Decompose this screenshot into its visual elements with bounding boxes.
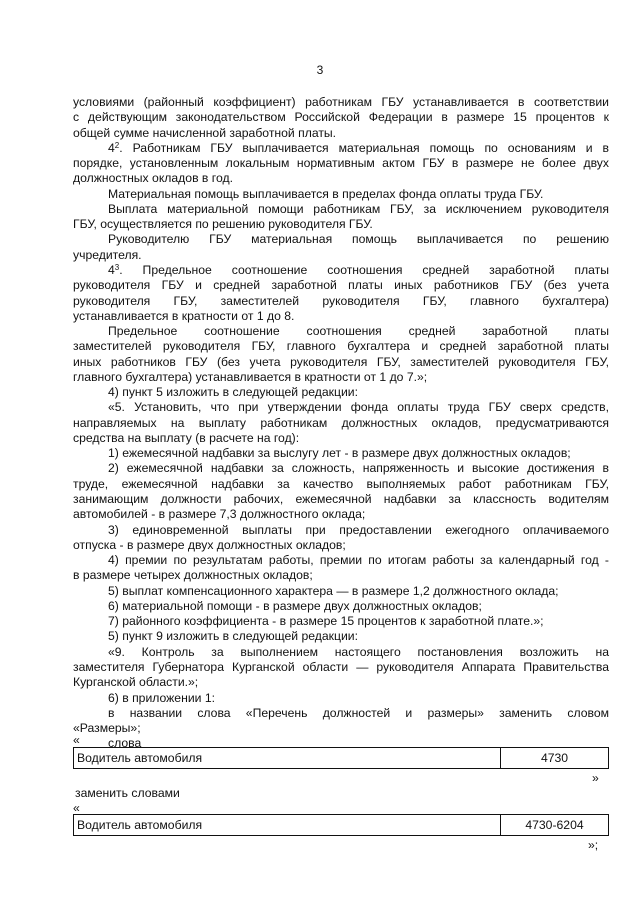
text-line: общей сумме начисленной заработной платы. [73,125,337,140]
text-line: заместителя Губернатора Курганской области — руководителя Аппарата Правительства [73,659,609,674]
salary-value-cell: 4730-6204 [501,815,609,836]
text-line: «5. Установить, что при утверждении фонда оплаты труда ГБУ сверх средств, [108,400,609,415]
text-line: «Размеры»; [73,721,141,736]
text-line: Выплата материальной помощи работникам ГБУ, за исключением руководителя [108,201,609,216]
replace-words-text: заменить словами [75,786,180,800]
text-line: с действующим законодательством Российской Федерации в размере 15 процентов к [73,110,609,125]
text-line: слова [108,736,142,751]
text-line: порядке, установленным локальным нормативным актом ГБУ в размере не более двух [73,156,609,171]
text-line: 5) выплат компенсационного характера — в размере 1,2 должностного оклада; [108,583,559,598]
text-line: учредителя. [73,247,142,262]
text-line: 4) премии по результатам работы, премии по итогам работы за календарный год - [108,553,609,568]
text-line: руководителя ГБУ и средней заработной платы иных работников ГБУ (без учета [73,278,609,293]
text-line: автомобилей - в размере 7,3 должностного оклада; [73,507,366,522]
text-line: 6) материальной помощи - в размере двух должностных окладов; [108,598,482,613]
text-line: средства на выплату (в расчете на год): [73,430,300,445]
text-line: условиями (районный коэффициент) работникам ГБУ устанавливается в соответствии [73,95,609,109]
old-values-table [73,747,609,769]
clause-superscript: 3 [114,262,120,272]
text-line: заместителей руководителя ГБУ, главного бухгалтера и средней заработной платы [73,339,609,354]
text-line: труде, ежемесячной надбавки за качество выполняемых работ работникам ГБУ, [73,476,609,491]
table-row [74,815,609,836]
text-line: отпуска - в размере двух должностных окладов; [73,537,346,552]
open-quote-1: « [73,733,80,747]
text-line: в размере четырех должностных окладов; [73,568,313,583]
text-line: занимающим должности рабочих, ежемесячной надбавки за классность водителям [73,492,609,507]
text-line: в названии слова «Перечень должностей и размеры» заменить словом [108,705,609,720]
text-line: Предельное соотношение соотношения средней заработной платы [108,324,609,339]
text-line: 4) пункт 5 изложить в следующей редакции: [108,385,358,400]
text-line: Курганской области.»; [73,675,199,690]
text-line [108,263,609,278]
text-line: главного бухгалтера) устанавливается в кратности от 1 до 7.»; [73,369,428,384]
text-line: 1) ежемесячной надбавки за выслугу лет - в размере двух должностных окладов; [108,446,571,461]
close-quote-2: »; [588,838,599,852]
text-line: Руководителю ГБУ материальная помощь выплачивается по решению [108,232,609,247]
salary-value-cell: 4730 [501,748,609,769]
new-values-table [73,814,609,836]
text-line: должностных окладов в год. [73,171,233,186]
clause-number: 4 [108,262,115,277]
text-line: Материальная помощь выплачивается в пределах фонда оплаты труда ГБУ. [108,186,544,201]
text-line: ГБУ, осуществляется по решению руководителя ГБУ. [73,217,373,232]
position-name-cell: Водитель автомобиля [74,748,501,769]
text-line: руководителя ГБУ, заместителей руководителя ГБУ, главного бухгалтера) [73,293,609,308]
close-quote-1: » [592,771,599,785]
page-number: 3 [316,63,324,77]
text-line: 6) в приложении 1: [108,690,215,705]
text-line: «9. Контроль за выполнением настоящего постановления возложить на [108,644,609,659]
clause-superscript: 2 [114,140,120,150]
text-line: иных работников ГБУ (без учета руководителя ГБУ, заместителей руководителя ГБУ, [73,354,609,369]
text-line: направляемых на выплату работникам должностных окладов, предусматриваются [73,415,609,430]
line-text: . Предельное соотношение соотношения средней заработной платы [119,262,609,277]
text-line: 2) ежемесячной надбавки за сложность, напряженность и высокие достижения в [108,461,609,476]
open-quote-2: « [73,801,80,815]
text-line: устанавливается в кратности от 1 до 8. [73,308,295,323]
line-text: . Работникам ГБУ выплачивается материальная помощь по основаниям и в [119,140,609,155]
text-line [108,141,609,156]
clause-number: 4 [108,140,115,155]
position-name-cell: Водитель автомобиля [74,815,501,836]
table-row [74,748,609,769]
text-line: 3) единовременной выплаты при предоставлении ежегодного оплачиваемого [108,522,609,537]
text-line: 7) районного коэффициента - в размере 15 процентов к заработной плате.»; [108,614,544,629]
text-line: 5) пункт 9 изложить в следующей редакции: [108,629,358,644]
